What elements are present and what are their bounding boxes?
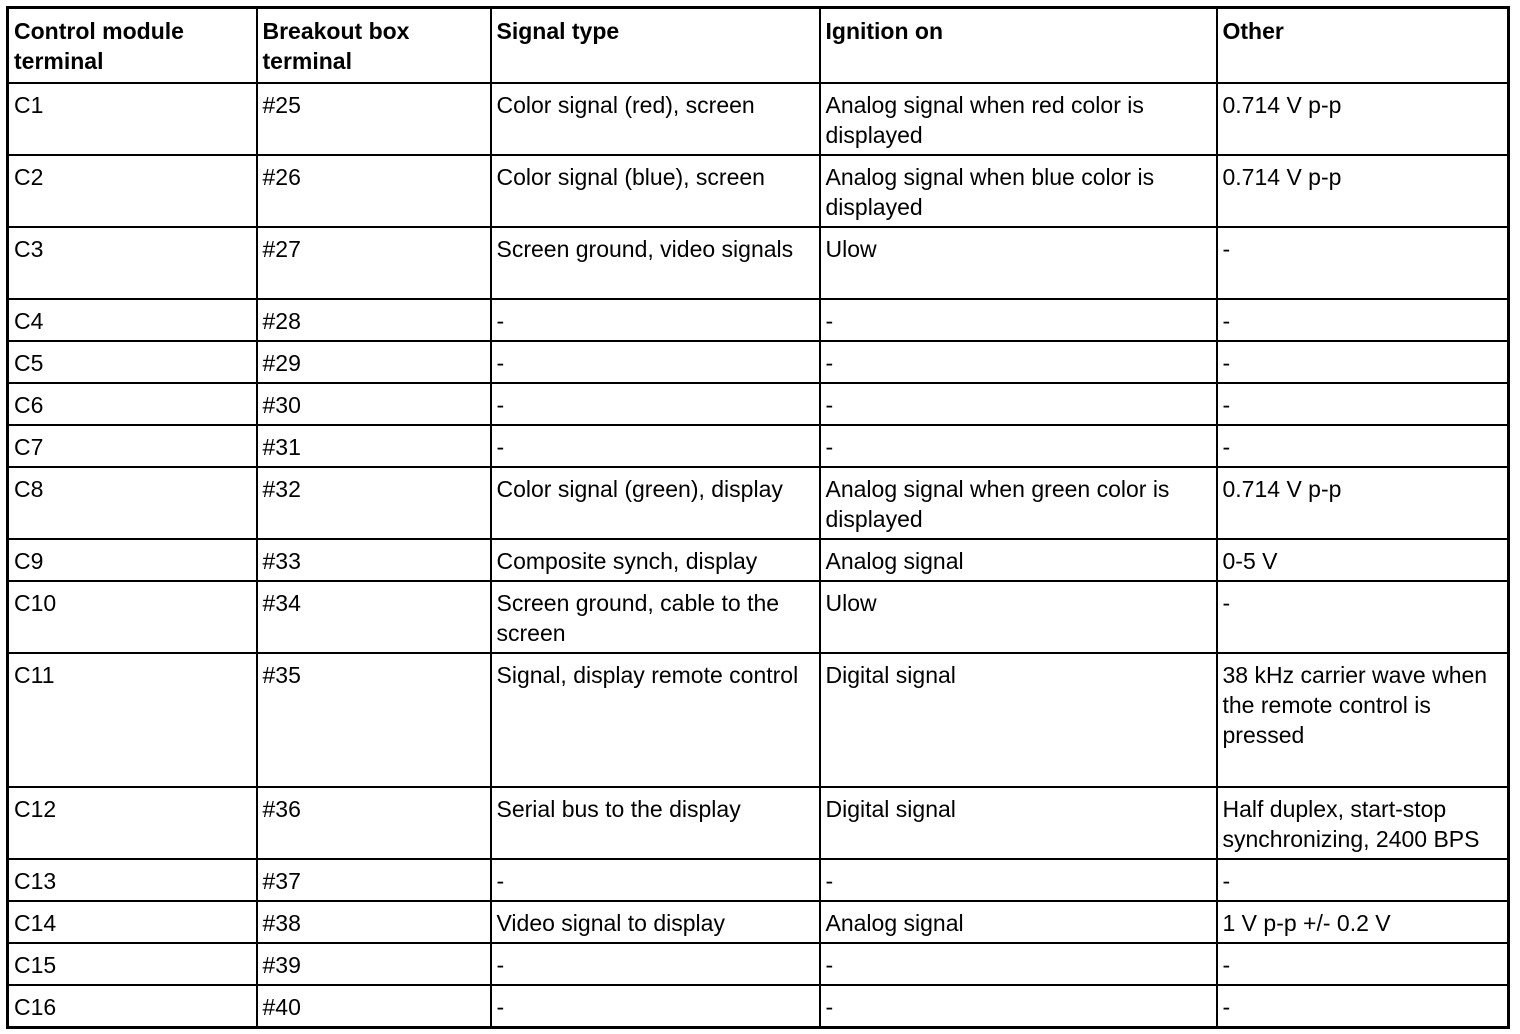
- cell-text: 0-5 V: [1222, 548, 1278, 574]
- cell-text: -: [1222, 236, 1231, 262]
- terminal-table-container: [6, 6, 1507, 1029]
- cell-control-module-terminal: [8, 383, 257, 425]
- cell-text: Analog signal: [825, 548, 964, 574]
- cell-text: Screen ground, video signals: [496, 236, 794, 262]
- cell-control-module-terminal: [8, 901, 257, 943]
- cell-other: [1217, 341, 1509, 383]
- cell-text: -: [1222, 994, 1231, 1020]
- cell-text: Serial bus to the display: [496, 796, 741, 822]
- cell-text: C4: [14, 308, 44, 334]
- cell-text: #28: [262, 308, 301, 334]
- cell-control-module-terminal: [8, 467, 257, 539]
- table-row: [8, 653, 1509, 787]
- cell-control-module-terminal: [8, 341, 257, 383]
- cell-text: #39: [262, 952, 301, 978]
- cell-breakout-box-terminal: [257, 985, 491, 1028]
- cell-other: [1217, 155, 1509, 227]
- cell-text: C13: [14, 868, 57, 894]
- cell-ignition-on: [820, 901, 1217, 943]
- cell-text: Half duplex, start-stop synchronizing, 2400 BPS: [1222, 796, 1480, 852]
- cell-breakout-box-terminal: [257, 943, 491, 985]
- cell-text: -: [1222, 392, 1231, 418]
- cell-other: [1217, 859, 1509, 901]
- cell-other: [1217, 539, 1509, 581]
- cell-text: #35: [262, 662, 301, 688]
- cell-text: Digital signal: [825, 662, 956, 688]
- cell-text: C6: [14, 392, 44, 418]
- cell-text: Color signal (green), display: [496, 476, 783, 502]
- cell-signal-type: [491, 787, 820, 859]
- cell-text: -: [1222, 350, 1231, 376]
- cell-control-module-terminal: [8, 787, 257, 859]
- cell-text: C2: [14, 164, 44, 190]
- cell-text: -: [825, 994, 834, 1020]
- table-row: [8, 943, 1509, 985]
- cell-signal-type: [491, 425, 820, 467]
- cell-ignition-on: [820, 943, 1217, 985]
- cell-text: -: [496, 308, 505, 334]
- cell-ignition-on: [820, 83, 1217, 155]
- cell-ignition-on: [820, 653, 1217, 787]
- cell-breakout-box-terminal: [257, 467, 491, 539]
- cell-text: 38 kHz carrier wave when the remote control is pressed: [1222, 662, 1488, 748]
- cell-text: C8: [14, 476, 44, 502]
- cell-ignition-on: [820, 985, 1217, 1028]
- cell-signal-type: [491, 653, 820, 787]
- cell-text: #30: [262, 392, 301, 418]
- cell-text: C16: [14, 994, 57, 1020]
- header-breakout-box-terminal: [257, 8, 491, 84]
- cell-text: 0.714 V p-p: [1222, 164, 1342, 190]
- cell-text: -: [825, 952, 834, 978]
- cell-control-module-terminal: [8, 985, 257, 1028]
- cell-text: Signal, display remote control: [496, 662, 799, 688]
- cell-text: #32: [262, 476, 301, 502]
- table-row: [8, 467, 1509, 539]
- cell-ignition-on: [820, 539, 1217, 581]
- cell-ignition-on: [820, 859, 1217, 901]
- table-row: [8, 299, 1509, 341]
- cell-other: [1217, 467, 1509, 539]
- cell-control-module-terminal: [8, 539, 257, 581]
- cell-text: #38: [262, 910, 301, 936]
- cell-text: -: [825, 350, 834, 376]
- cell-breakout-box-terminal: [257, 425, 491, 467]
- cell-signal-type: [491, 299, 820, 341]
- cell-text: #34: [262, 590, 301, 616]
- cell-text: C5: [14, 350, 44, 376]
- table-row: [8, 425, 1509, 467]
- cell-signal-type: [491, 943, 820, 985]
- table-header-row: [8, 8, 1509, 84]
- cell-breakout-box-terminal: [257, 155, 491, 227]
- cell-ignition-on: [820, 581, 1217, 653]
- cell-text: Analog signal when blue color is displayed: [825, 164, 1155, 220]
- cell-text: -: [496, 868, 505, 894]
- cell-text: Ulow: [825, 590, 877, 616]
- cell-text: #26: [262, 164, 301, 190]
- cell-breakout-box-terminal: [257, 539, 491, 581]
- cell-other: [1217, 383, 1509, 425]
- cell-text: -: [1222, 434, 1231, 460]
- cell-other: [1217, 943, 1509, 985]
- cell-control-module-terminal: [8, 943, 257, 985]
- cell-text: -: [1222, 308, 1231, 334]
- cell-other: [1217, 581, 1509, 653]
- terminal-table: [6, 6, 1510, 1029]
- cell-text: Analog signal: [825, 910, 964, 936]
- cell-text: -: [825, 868, 834, 894]
- cell-text: Color signal (blue), screen: [496, 164, 765, 190]
- cell-control-module-terminal: [8, 155, 257, 227]
- header-label: Ignition on: [825, 18, 944, 44]
- cell-breakout-box-terminal: [257, 227, 491, 299]
- table-row: [8, 83, 1509, 155]
- header-signal-type: [491, 8, 820, 84]
- cell-text: C10: [14, 590, 57, 616]
- cell-text: Screen ground, cable to the screen: [496, 590, 780, 646]
- cell-other: [1217, 425, 1509, 467]
- cell-text: #37: [262, 868, 301, 894]
- cell-control-module-terminal: [8, 653, 257, 787]
- cell-signal-type: [491, 341, 820, 383]
- cell-text: C3: [14, 236, 44, 262]
- cell-text: -: [496, 392, 505, 418]
- cell-text: #33: [262, 548, 301, 574]
- cell-control-module-terminal: [8, 83, 257, 155]
- cell-text: C11: [14, 662, 55, 688]
- cell-ignition-on: [820, 383, 1217, 425]
- cell-text: -: [1222, 868, 1231, 894]
- cell-text: #31: [262, 434, 301, 460]
- cell-other: [1217, 299, 1509, 341]
- header-label: Control module terminal: [14, 18, 184, 74]
- header-label: Other: [1222, 18, 1284, 44]
- cell-text: -: [825, 392, 834, 418]
- cell-control-module-terminal: [8, 425, 257, 467]
- cell-text: Ulow: [825, 236, 877, 262]
- cell-breakout-box-terminal: [257, 299, 491, 341]
- cell-text: #29: [262, 350, 301, 376]
- cell-signal-type: [491, 83, 820, 155]
- cell-text: -: [1222, 952, 1231, 978]
- header-control-module-terminal: [8, 8, 257, 84]
- cell-other: [1217, 985, 1509, 1028]
- table-row: [8, 581, 1509, 653]
- cell-text: -: [496, 952, 505, 978]
- cell-text: Analog signal when green color is displayed: [825, 476, 1170, 532]
- cell-text: -: [1222, 590, 1231, 616]
- cell-text: Digital signal: [825, 796, 956, 822]
- cell-signal-type: [491, 901, 820, 943]
- cell-text: 0.714 V p-p: [1222, 476, 1342, 502]
- cell-other: [1217, 227, 1509, 299]
- cell-breakout-box-terminal: [257, 859, 491, 901]
- cell-text: -: [825, 434, 834, 460]
- cell-text: C15: [14, 952, 57, 978]
- cell-ignition-on: [820, 467, 1217, 539]
- table-row: [8, 539, 1509, 581]
- table-row: [8, 859, 1509, 901]
- cell-text: #25: [262, 92, 301, 118]
- cell-ignition-on: [820, 787, 1217, 859]
- cell-other: [1217, 83, 1509, 155]
- table-row: [8, 383, 1509, 425]
- cell-other: [1217, 901, 1509, 943]
- cell-text: Color signal (red), screen: [496, 92, 755, 118]
- cell-breakout-box-terminal: [257, 83, 491, 155]
- cell-text: -: [496, 350, 505, 376]
- cell-text: Analog signal when red color is displayed: [825, 92, 1144, 148]
- cell-control-module-terminal: [8, 227, 257, 299]
- cell-signal-type: [491, 539, 820, 581]
- header-label: Breakout box terminal: [262, 18, 410, 74]
- cell-breakout-box-terminal: [257, 341, 491, 383]
- cell-text: #27: [262, 236, 301, 262]
- table-row: [8, 901, 1509, 943]
- cell-text: 1 V p-p +/- 0.2 V: [1222, 910, 1391, 936]
- table-row: [8, 341, 1509, 383]
- cell-signal-type: [491, 581, 820, 653]
- cell-signal-type: [491, 859, 820, 901]
- cell-other: [1217, 787, 1509, 859]
- cell-ignition-on: [820, 299, 1217, 341]
- cell-signal-type: [491, 985, 820, 1028]
- cell-ignition-on: [820, 425, 1217, 467]
- table-row: [8, 787, 1509, 859]
- cell-ignition-on: [820, 155, 1217, 227]
- cell-text: C12: [14, 796, 57, 822]
- cell-text: C9: [14, 548, 44, 574]
- cell-text: #40: [262, 994, 301, 1020]
- cell-text: 0.714 V p-p: [1222, 92, 1342, 118]
- cell-breakout-box-terminal: [257, 581, 491, 653]
- cell-control-module-terminal: [8, 581, 257, 653]
- cell-text: C14: [14, 910, 57, 936]
- cell-text: Video signal to display: [496, 910, 725, 936]
- cell-ignition-on: [820, 227, 1217, 299]
- cell-text: -: [496, 994, 505, 1020]
- cell-signal-type: [491, 467, 820, 539]
- cell-text: C1: [14, 92, 44, 118]
- cell-other: [1217, 653, 1509, 787]
- cell-control-module-terminal: [8, 859, 257, 901]
- cell-control-module-terminal: [8, 299, 257, 341]
- cell-text: #36: [262, 796, 301, 822]
- cell-signal-type: [491, 155, 820, 227]
- cell-breakout-box-terminal: [257, 787, 491, 859]
- table-row: [8, 227, 1509, 299]
- cell-signal-type: [491, 383, 820, 425]
- table-row: [8, 155, 1509, 227]
- cell-breakout-box-terminal: [257, 383, 491, 425]
- cell-text: Composite synch, display: [496, 548, 758, 574]
- cell-breakout-box-terminal: [257, 901, 491, 943]
- cell-breakout-box-terminal: [257, 653, 491, 787]
- cell-text: -: [825, 308, 834, 334]
- header-ignition-on: [820, 8, 1217, 84]
- header-label: Signal type: [496, 18, 620, 44]
- cell-text: -: [496, 434, 505, 460]
- cell-ignition-on: [820, 341, 1217, 383]
- cell-signal-type: [491, 227, 820, 299]
- cell-text: C7: [14, 434, 44, 460]
- header-other: [1217, 8, 1509, 84]
- table-row: [8, 985, 1509, 1028]
